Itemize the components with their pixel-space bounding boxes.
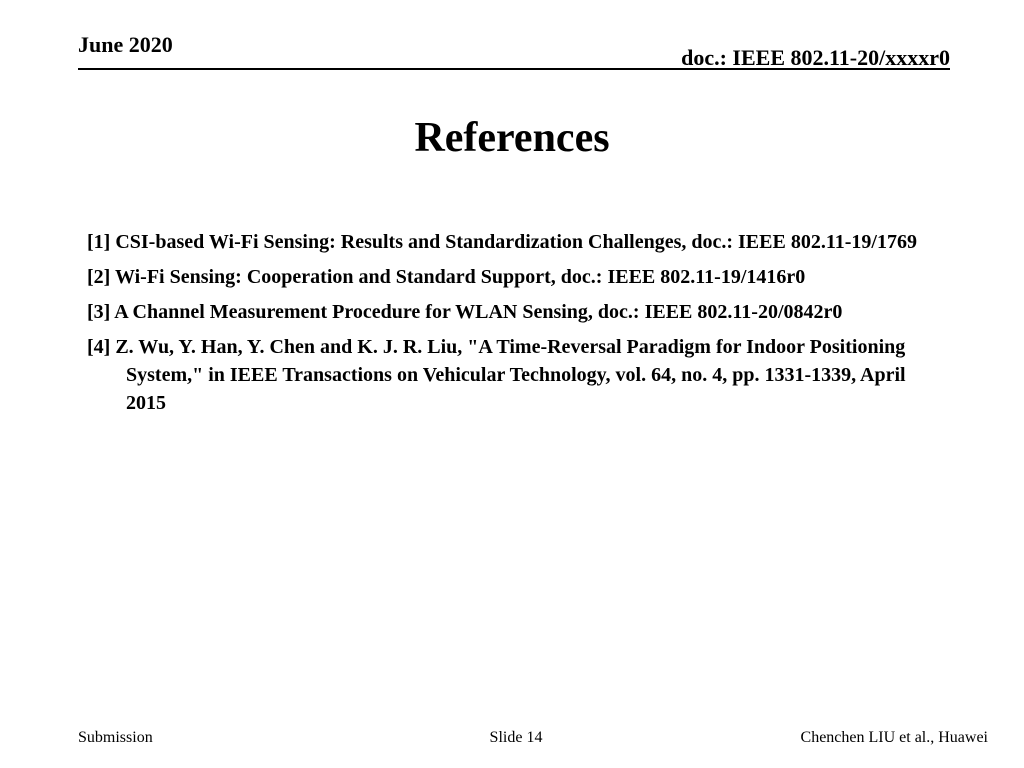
footer-slide-number: Slide 14 xyxy=(489,729,543,746)
reference-item-1: [1] CSI-based Wi-Fi Sensing: Results and Standardization Challenges, doc.: IEEE 802.11-19/1769 xyxy=(87,231,917,253)
reference-item-2: [2] Wi-Fi Sensing: Cooperation and Standard Support, doc.: IEEE 802.11-19/1416r0 xyxy=(87,266,806,288)
header-divider xyxy=(78,68,950,70)
slide-title: References xyxy=(414,115,610,161)
header-date: June 2020 xyxy=(78,32,173,57)
footer-submission: Submission xyxy=(78,729,153,746)
reference-item-4: [4] Z. Wu, Y. Han, Y. Chen and K. J. R. Liu, "A Time-Reversal Paradigm for Indoor Positioning System," in IEEE Transactions on Vehicular Technology, vol. 64, no. 4, pp. 1331-1339, April 2015 xyxy=(87,336,906,414)
header-doc-id: doc.: IEEE 802.11-20/xxxxr0 xyxy=(681,45,950,70)
reference-item-3: [3] A Channel Measurement Procedure for WLAN Sensing, doc.: IEEE 802.11-20/0842r0 xyxy=(87,301,843,323)
footer-author: Chenchen LIU et al., Huawei xyxy=(800,729,988,746)
reference-list xyxy=(87,228,947,424)
